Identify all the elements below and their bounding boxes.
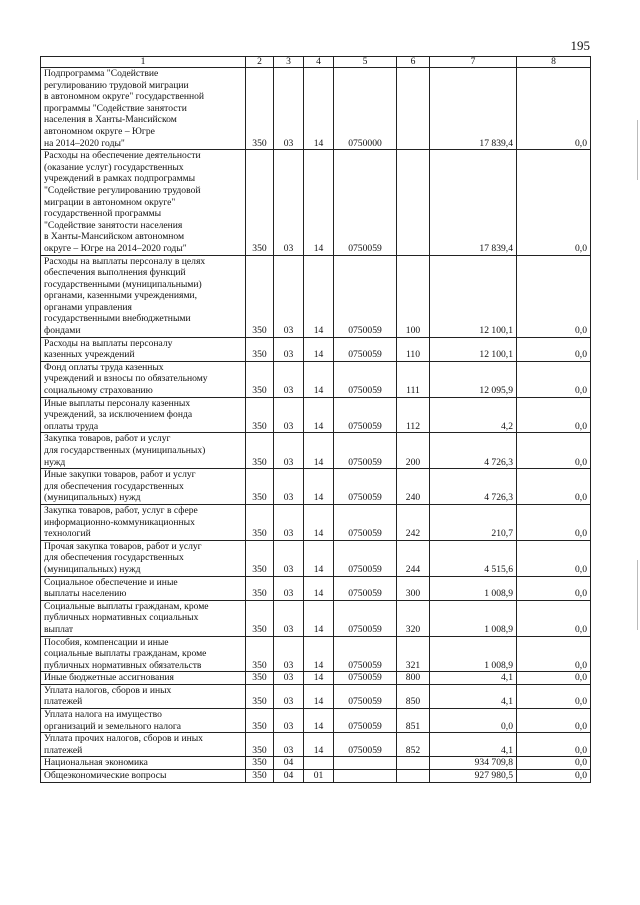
budget-table — [40, 56, 591, 783]
table-row — [41, 469, 591, 505]
page-number: 195 — [570, 38, 590, 53]
row-code-2: 350 — [246, 684, 274, 708]
row-code-4: 14 — [304, 733, 334, 757]
row-code-5: 0750059 — [334, 150, 397, 255]
row-code-6: 244 — [397, 540, 430, 576]
row-code-4: 14 — [304, 672, 334, 685]
row-amount-8: 0,0 — [517, 361, 591, 397]
table-row — [41, 576, 591, 600]
row-code-4: 14 — [304, 337, 334, 361]
row-code-6: 240 — [397, 469, 430, 505]
table-row — [41, 757, 591, 770]
row-code-5: 0750059 — [334, 397, 397, 433]
column-header: 3 — [274, 57, 304, 68]
row-code-2: 350 — [246, 770, 274, 783]
row-code-3: 03 — [274, 540, 304, 576]
row-name-text: Уплата налога на имущество организаций и земельного налога — [44, 709, 182, 732]
row-code-3: 03 — [274, 600, 304, 636]
row-code-6 — [397, 150, 430, 255]
row-code-6: 852 — [397, 733, 430, 757]
row-code-2: 350 — [246, 576, 274, 600]
row-code-4: 14 — [304, 636, 334, 672]
row-code-2: 350 — [246, 433, 274, 469]
row-code-5: 0750059 — [334, 600, 397, 636]
row-code-2: 350 — [246, 733, 274, 757]
table-row — [41, 504, 591, 540]
row-code-5: 0750059 — [334, 469, 397, 505]
row-name-text: Национальная экономика — [44, 757, 148, 769]
row-code-6 — [397, 757, 430, 770]
row-amount-7: 1 008,9 — [430, 600, 517, 636]
row-code-5 — [334, 770, 397, 783]
row-name — [41, 504, 246, 540]
row-code-2: 350 — [246, 255, 274, 337]
row-name — [41, 68, 246, 150]
row-code-6: 100 — [397, 255, 430, 337]
row-code-6: 300 — [397, 576, 430, 600]
row-amount-8: 0,0 — [517, 397, 591, 433]
table-row — [41, 433, 591, 469]
row-code-2: 350 — [246, 397, 274, 433]
table-row — [41, 709, 591, 733]
row-amount-7: 17 839,4 — [430, 150, 517, 255]
row-code-4 — [304, 757, 334, 770]
column-header: 2 — [246, 57, 274, 68]
table-row — [41, 255, 591, 337]
row-code-4: 14 — [304, 684, 334, 708]
row-code-5: 0750059 — [334, 361, 397, 397]
row-code-2: 350 — [246, 469, 274, 505]
row-code-2: 350 — [246, 600, 274, 636]
row-code-6: 110 — [397, 337, 430, 361]
table-row — [41, 68, 591, 150]
row-code-4: 01 — [304, 770, 334, 783]
table-row — [41, 684, 591, 708]
row-amount-7: 4,1 — [430, 733, 517, 757]
row-code-6: 320 — [397, 600, 430, 636]
row-name-text: Общеэкономические вопросы — [44, 770, 167, 782]
table-row — [41, 540, 591, 576]
row-code-3: 03 — [274, 504, 304, 540]
row-code-6: 200 — [397, 433, 430, 469]
row-code-3: 03 — [274, 361, 304, 397]
column-header: 5 — [334, 57, 397, 68]
row-name — [41, 469, 246, 505]
row-code-3: 03 — [274, 337, 304, 361]
row-code-4: 14 — [304, 361, 334, 397]
row-amount-7: 4 726,3 — [430, 433, 517, 469]
row-code-2: 350 — [246, 68, 274, 150]
row-code-2: 350 — [246, 361, 274, 397]
row-name-text: Уплата прочих налогов, сборов и иных платежей — [44, 733, 203, 756]
row-code-4: 14 — [304, 68, 334, 150]
row-name — [41, 770, 246, 783]
column-header: 4 — [304, 57, 334, 68]
row-code-2: 350 — [246, 337, 274, 361]
row-code-5: 0750059 — [334, 709, 397, 733]
row-amount-8: 0,0 — [517, 68, 591, 150]
row-code-4: 14 — [304, 255, 334, 337]
row-name — [41, 672, 246, 685]
table-row — [41, 770, 591, 783]
row-code-4: 14 — [304, 469, 334, 505]
row-name — [41, 576, 246, 600]
row-code-5: 0750059 — [334, 672, 397, 685]
row-amount-7: 210,7 — [430, 504, 517, 540]
row-code-4: 14 — [304, 576, 334, 600]
row-code-3: 03 — [274, 255, 304, 337]
table-row — [41, 150, 591, 255]
row-code-3: 04 — [274, 757, 304, 770]
row-code-3: 03 — [274, 576, 304, 600]
row-name — [41, 684, 246, 708]
row-name-text: Иные закупки товаров, работ и услуг для обеспечения государственных (муниципальных) нужд — [44, 469, 196, 504]
row-amount-8: 0,0 — [517, 337, 591, 361]
row-code-2: 350 — [246, 504, 274, 540]
row-name-text: Социальные выплаты гражданам, кроме публичных нормативных социальных выплат — [44, 600, 209, 635]
row-amount-8: 0,0 — [517, 672, 591, 685]
row-amount-7: 927 980,5 — [430, 770, 517, 783]
row-code-3: 03 — [274, 733, 304, 757]
row-code-2: 350 — [246, 636, 274, 672]
row-name — [41, 636, 246, 672]
row-name — [41, 433, 246, 469]
row-code-6 — [397, 68, 430, 150]
row-code-3: 04 — [274, 770, 304, 783]
row-amount-8: 0,0 — [517, 770, 591, 783]
row-code-2: 350 — [246, 757, 274, 770]
row-code-5: 0750059 — [334, 504, 397, 540]
row-code-4: 14 — [304, 397, 334, 433]
row-name — [41, 540, 246, 576]
row-code-3: 03 — [274, 672, 304, 685]
row-amount-7: 4 515,6 — [430, 540, 517, 576]
row-amount-8: 0,0 — [517, 540, 591, 576]
row-name — [41, 757, 246, 770]
row-amount-8: 0,0 — [517, 576, 591, 600]
row-code-4: 14 — [304, 709, 334, 733]
row-name — [41, 150, 246, 255]
row-code-5: 0750059 — [334, 337, 397, 361]
row-amount-7: 17 839,4 — [430, 68, 517, 150]
row-code-3: 03 — [274, 433, 304, 469]
row-name — [41, 733, 246, 757]
row-amount-7: 12 100,1 — [430, 255, 517, 337]
table-row — [41, 600, 591, 636]
row-name-text: Иные выплаты персоналу казенных учреждений, за исключением фонда оплаты труда — [44, 397, 193, 432]
row-amount-8: 0,0 — [517, 757, 591, 770]
row-code-4: 14 — [304, 433, 334, 469]
row-code-2: 350 — [246, 672, 274, 685]
row-name — [41, 361, 246, 397]
row-name-text: Фонд оплаты труда казенных учреждений и взносы по обязательному социальному страхованию — [44, 361, 208, 397]
table-row — [41, 636, 591, 672]
row-amount-7: 4,1 — [430, 684, 517, 708]
row-amount-8: 0,0 — [517, 504, 591, 540]
row-code-3: 03 — [274, 709, 304, 733]
row-amount-8: 0,0 — [517, 733, 591, 757]
row-code-3: 03 — [274, 150, 304, 255]
row-code-5: 0750059 — [334, 255, 397, 337]
row-code-5: 0750059 — [334, 540, 397, 576]
row-code-3: 03 — [274, 397, 304, 433]
row-code-2: 350 — [246, 150, 274, 255]
column-header: 6 — [397, 57, 430, 68]
row-code-5: 0750000 — [334, 68, 397, 150]
row-code-4: 14 — [304, 150, 334, 255]
row-code-2: 350 — [246, 709, 274, 733]
column-header: 8 — [517, 57, 591, 68]
row-name-text: Расходы на обеспечение деятельности (оказание услуг) государственных учреждений в рамках подпрограммы "Содействие регулированию трудовой миграции в автономном округе" государственной программы "Содействие занятости населения в Ханты-Мансийском автономном округе – Югре на 2014–2020 годы" — [44, 150, 201, 254]
row-name — [41, 600, 246, 636]
row-amount-8: 0,0 — [517, 684, 591, 708]
row-amount-7: 934 709,8 — [430, 757, 517, 770]
row-amount-7: 4,1 — [430, 672, 517, 685]
row-code-5: 0750059 — [334, 733, 397, 757]
row-name-text: Подпрограмма "Содействие регулированию трудовой миграции в автономном округе" государственной программы "Содействие занятости населения в Ханты-Мансийском автономном округе – Югре на 2014–2020 годы" — [44, 68, 205, 149]
row-code-6 — [397, 770, 430, 783]
table-row — [41, 337, 591, 361]
row-code-5 — [334, 757, 397, 770]
row-amount-7: 4,2 — [430, 397, 517, 433]
row-amount-7: 12 100,1 — [430, 337, 517, 361]
row-code-6: 111 — [397, 361, 430, 397]
row-amount-7: 4 726,3 — [430, 469, 517, 505]
row-code-6: 851 — [397, 709, 430, 733]
row-code-2: 350 — [246, 540, 274, 576]
scan-edge-mark — [637, 560, 638, 630]
column-header: 7 — [430, 57, 517, 68]
table-row — [41, 361, 591, 397]
table-row — [41, 733, 591, 757]
row-amount-8: 0,0 — [517, 709, 591, 733]
row-name-text: Иные бюджетные ассигнования — [44, 672, 174, 684]
row-name — [41, 397, 246, 433]
row-name — [41, 255, 246, 337]
row-amount-7: 12 095,9 — [430, 361, 517, 397]
row-code-5: 0750059 — [334, 433, 397, 469]
row-code-4: 14 — [304, 600, 334, 636]
row-name-text: Пособия, компенсации и иные социальные выплаты гражданам, кроме публичных нормативных обязательств — [44, 636, 207, 671]
row-name-text: Социальное обеспечение и иные выплаты населению — [44, 576, 178, 600]
row-code-4: 14 — [304, 504, 334, 540]
row-name-text: Расходы на выплаты персоналу в целях обеспечения выполнения функций государственными (муниципальными) органами, казенными учреждениями, органами управления государственными внебюджетными фондами — [44, 255, 206, 337]
row-code-3: 03 — [274, 636, 304, 672]
row-code-3: 03 — [274, 469, 304, 505]
row-amount-8: 0,0 — [517, 433, 591, 469]
row-amount-7: 0,0 — [430, 709, 517, 733]
row-code-6: 321 — [397, 636, 430, 672]
row-amount-8: 0,0 — [517, 150, 591, 255]
row-amount-8: 0,0 — [517, 636, 591, 672]
row-amount-7: 1 008,9 — [430, 636, 517, 672]
row-name-text: Расходы на выплаты персоналу казенных учреждений — [44, 337, 173, 361]
row-name-text: Уплата налогов, сборов и иных платежей — [44, 684, 172, 708]
column-header: 1 — [41, 57, 246, 68]
table-row — [41, 672, 591, 685]
row-amount-8: 0,0 — [517, 255, 591, 337]
row-amount-8: 0,0 — [517, 469, 591, 505]
row-code-5: 0750059 — [334, 684, 397, 708]
row-name-text: Закупка товаров, работ и услуг для государственных (муниципальных) нужд — [44, 433, 206, 468]
row-code-5: 0750059 — [334, 576, 397, 600]
row-code-6: 112 — [397, 397, 430, 433]
row-name-text: Закупка товаров, работ, услуг в сфере информационно-коммуникационных технологий — [44, 504, 198, 540]
row-amount-8: 0,0 — [517, 600, 591, 636]
row-code-6: 800 — [397, 672, 430, 685]
row-name — [41, 709, 246, 733]
row-code-3: 03 — [274, 684, 304, 708]
scan-edge-mark — [637, 120, 638, 180]
row-code-4: 14 — [304, 540, 334, 576]
row-code-5: 0750059 — [334, 636, 397, 672]
row-name-text: Прочая закупка товаров, работ и услуг для обеспечения государственных (муниципальных) нужд — [44, 540, 202, 575]
row-amount-7: 1 008,9 — [430, 576, 517, 600]
row-code-6: 242 — [397, 504, 430, 540]
row-name — [41, 337, 246, 361]
header-row — [41, 57, 591, 68]
row-code-6: 850 — [397, 684, 430, 708]
row-code-3: 03 — [274, 68, 304, 150]
table-row — [41, 397, 591, 433]
